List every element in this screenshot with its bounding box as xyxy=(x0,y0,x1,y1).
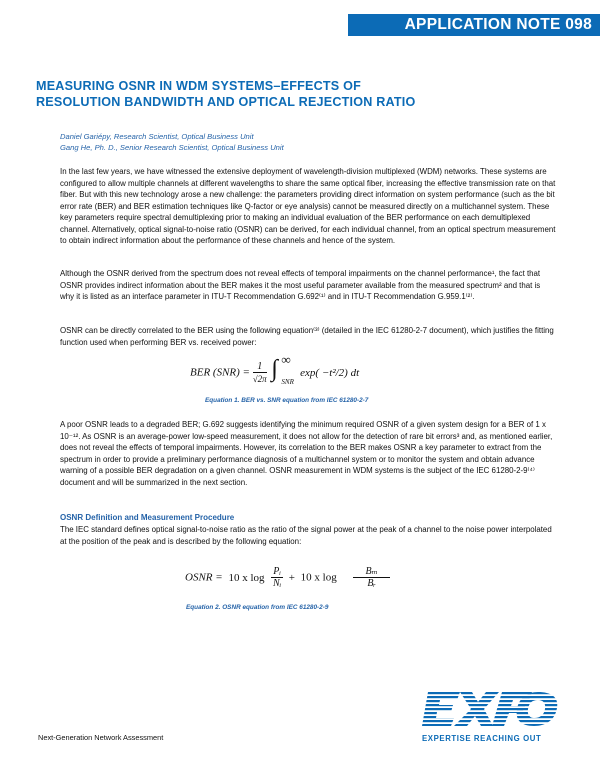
equation-1 xyxy=(190,352,360,388)
eq2-fraction-2: $\frac{\text{Bₘ}}{\text{Bᵣ}}$ xyxy=(353,567,389,589)
eq2-term1: 10 x log xyxy=(228,571,265,584)
eq2-plus: + xyxy=(288,571,295,584)
eq2-fraction-1: $\frac{\text{Pᵢ}}{\text{Nᵢ}}$ xyxy=(272,566,282,589)
eq2-term2: 10 x log xyxy=(300,571,337,584)
paragraph-iec-definition: The IEC standard defines optical signal-to-noise ratio as the ratio of the signal power at the peak of a channel to the noise power interpolated at the position of the peak and is described by the following equation: xyxy=(60,525,552,546)
eq1-fraction: $\frac{1}{√2\pi}$ xyxy=(252,361,267,384)
section-heading: OSNR Definition and Measurement Procedure xyxy=(60,513,235,522)
header-label: APPLICATION NOTE 098 xyxy=(404,16,592,33)
title-line-2: RESOLUTION BANDWIDTH AND OPTICAL REJECTION RATIO xyxy=(36,95,416,109)
eq1-lhs: BER (SNR) = xyxy=(190,366,250,379)
paragraph-intro: In the last few years, we have witnessed the extensive deployment of wavelength-division multiplexed (WDM) networks. These systems are configured to allow multiple channels at different wavelengths to share the same optical fiber, increasing the effective transmission rate on that fiber. But with this new technology arose a new challenge: the parameters providing direct information on system performance (such as the bit error rate (BER) and BER estimation techniques like Q-factor or eye analysis) cannot be measured directly on a multichannel system. These key parameters require spectral demultiplexing prior to making an individual evaluation of the BER performance on each demultiplexed channel. Alternatively, optical signal-to-noise ratio (OSNR) can be derived, for each individual channel, from an optical spectrum measurement to obtain indirect information about the performance of these channels and hence of the system. xyxy=(60,167,556,245)
title-line-1: MEASURING OSNR IN WDM SYSTEMS–EFFECTS OF xyxy=(36,79,361,93)
paragraph-osnr-spectrum: Although the OSNR derived from the spectrum does not reveal effects of temporal impairments on the channel performance¹, the fact that OSNR provides indirect information about the BER makes it the most useful parameter available from the measured spectrum² and that is why it is listed as an interface parameter in ITU-T Recommendation G.692⁽¹⁾ and in ITU-T Recommendation G.959.1⁽²⁾. xyxy=(60,269,541,301)
eq1-integral: ∫ ∞ SNR xyxy=(271,352,294,386)
equation-2 xyxy=(185,567,390,589)
equation-2-caption: Equation 2. OSNR equation from IEC 61280-2-9 xyxy=(186,604,329,611)
paragraph-osnr-ber: OSNR can be directly correlated to the BER using the following equation⁽³⁾ (detailed in the IEC 61280-2-7 document), which justifies the fitting function used when performing BER vs. received power: xyxy=(60,326,554,347)
author-1: Daniel Gariépy, Research Scientist, Optical Business Unit xyxy=(60,132,254,141)
header-banner xyxy=(348,14,600,36)
author-2: Gang He, Ph. D., Senior Research Scientist, Optical Business Unit xyxy=(60,143,284,152)
exfo-logo xyxy=(420,688,560,734)
paragraph-poor-osnr: A poor OSNR leads to a degraded BER; G.692 suggests identifying the minimum required OSNR of a given system design for a BER of 1 x 10⁻¹². As OSNR is an average-power low-speed measurement, it does not allow for the detection of rare bit errors³ and, as mentioned earlier, does not reveal the effects of temporal impairments. However, its correlation to the BER makes OSNR a key parameter to extract from the spectrum in order to provide a preliminary performance diagnosis of a multichannel system or to monitor the system and obtain advance warning of a possible BER degradation on a given channel. OSNR measurement in WDM systems is the subject of the IEC 61280-2-9⁽⁴⁾ document and will be summarized in the next section. xyxy=(60,420,553,487)
page-title xyxy=(36,78,556,110)
exfo-logo-mark xyxy=(420,688,560,734)
eq1-integrand: exp( −t²/2) dt xyxy=(300,366,360,379)
eq2-lhs: OSNR = xyxy=(185,571,223,584)
authors xyxy=(60,131,284,153)
footer-text: Next-Generation Network Assessment xyxy=(38,733,164,742)
equation-1-caption: Equation 1. BER vs. SNR equation from IEC 61280-2-7 xyxy=(205,397,369,404)
logo-tagline: EXPERTISE REACHING OUT xyxy=(422,734,542,743)
